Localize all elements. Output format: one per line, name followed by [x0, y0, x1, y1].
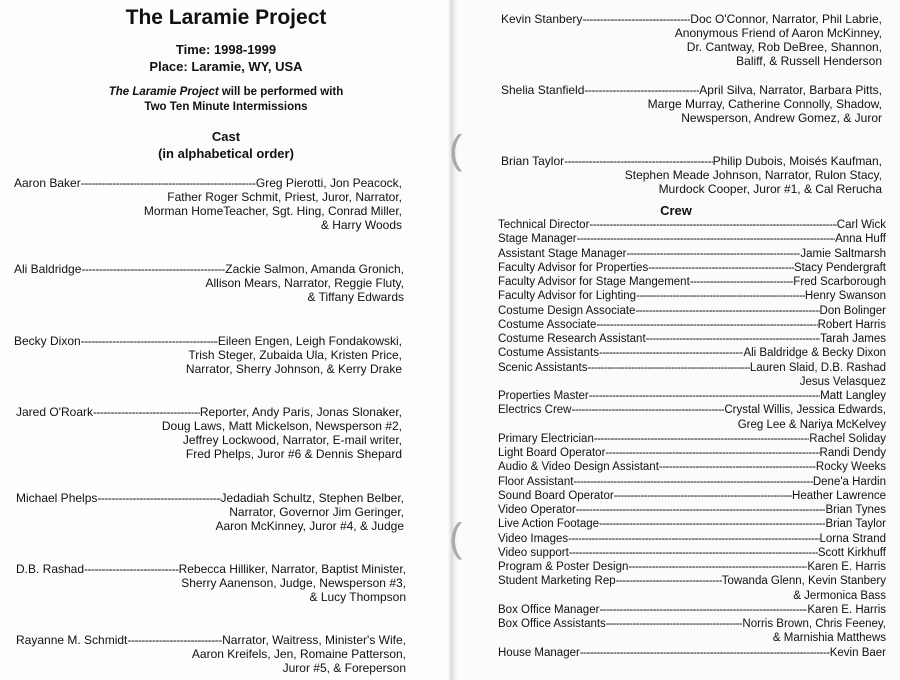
cast-name-line: Doc O'Connor, Narrator, Phil Labrie,: [690, 12, 882, 26]
dot-leader: [587, 362, 749, 375]
cast-role: Becky Dixon: [14, 334, 81, 348]
crew-role: Box Office Assistants: [498, 618, 606, 630]
crew-name: Carl Wick: [836, 219, 886, 231]
cast-name-line: Narrator, Waitress, Minister's Wife,: [222, 633, 406, 647]
cast-entry-first-line: [16, 562, 406, 576]
cast-entry-first-line: [14, 262, 404, 276]
dot-leader: [599, 518, 825, 531]
dot-leader: [635, 305, 819, 318]
dot-leader: [81, 176, 256, 190]
crew-role: Audio & Video Design Assistant: [498, 461, 659, 474]
crew-entry: [498, 433, 886, 446]
cast-name-line: Greg Pierotti, Jon Peacock,: [255, 176, 402, 190]
cast-name-line: Sherry Aanenson, Judge, Newsperson #3,: [181, 576, 406, 590]
crew-name: Heather Lawrence: [792, 489, 886, 502]
cast-role: Michael Phelps: [16, 491, 98, 505]
dot-leader: [627, 248, 801, 261]
crew-role: Faculty Advisor for Lighting: [498, 290, 637, 303]
cast-name-line: Murdock Cooper, Juror #1, & Cal Rerucha: [658, 182, 882, 196]
fold-mark: (: [449, 516, 463, 560]
cast-entry-first-line: [14, 334, 402, 348]
crew-name: Lorna Strand: [819, 532, 886, 545]
dot-leader: [616, 575, 722, 588]
crew-name: Henry Swanson: [804, 290, 886, 303]
crew-entry: [498, 561, 886, 574]
dot-leader: [81, 262, 225, 276]
crew-entry: [498, 604, 886, 617]
crew-entry: [498, 248, 886, 261]
performance-rest: will be performed with: [218, 86, 344, 98]
crew-name-line: & Jermonica Bass: [793, 589, 886, 602]
dot-leader: [127, 633, 222, 647]
cast-entry-first-line: [501, 12, 882, 26]
crew-entry: [498, 533, 886, 546]
cast-name-line: Aaron Kreifels, Jen, Romaine Patterson,: [191, 647, 406, 661]
cast-name-line: & Harry Woods: [320, 218, 402, 232]
cast-entry: [16, 633, 406, 675]
crew-entry: [498, 404, 886, 417]
cast-role: Brian Taylor: [501, 154, 565, 168]
dot-leader: [571, 404, 724, 417]
dot-leader: [589, 390, 820, 403]
cast-name-line: Narrator, Sherry Johnson, & Kerry Drake: [185, 362, 402, 376]
cast-entry-first-line: [16, 491, 404, 505]
cast-entry-first-line: [501, 154, 882, 168]
crew-entry: [498, 276, 886, 289]
crew-name: Karen E. Harris: [807, 561, 886, 573]
crew-entry: [498, 233, 886, 246]
crew-role: Scenic Assistants: [498, 361, 588, 374]
cast-name-line: Anonymous Friend of Aaron McKinney,: [674, 26, 882, 40]
cast-name-line: Narrator, Governor Jim Geringer,: [229, 505, 404, 519]
crew-name-line: Greg Lee & Nariya McKelvey: [737, 418, 886, 431]
dot-leader: [577, 233, 835, 246]
crew-name: Brian Taylor: [825, 518, 886, 531]
cast-entry: [501, 12, 882, 68]
crew-entry: [498, 319, 886, 332]
crew-entry: [498, 447, 886, 460]
cast-heading: Cast: [211, 129, 241, 144]
fold-mark: (: [449, 128, 463, 172]
crew-role: Video Operator: [498, 504, 576, 516]
crew-name: Fred Scarborough: [793, 276, 886, 288]
crew-name: Brian Tynes: [825, 504, 886, 516]
performance-line: [0, 84, 452, 100]
cast-entry: [16, 405, 402, 461]
crew-name: Rocky Weeks: [815, 461, 886, 474]
crew-entry: [498, 362, 886, 375]
crew-entry: [498, 347, 886, 360]
crew-role: House Manager: [498, 646, 580, 659]
dot-leader: [569, 547, 818, 560]
cast-name-line: Baliff, & Russell Henderson: [736, 54, 882, 68]
crew-entry: [498, 575, 886, 588]
crew-entry: [498, 461, 886, 474]
crew-entry: [498, 647, 886, 660]
crew-role: Video support: [498, 546, 569, 559]
cast-name-line: Eileen Engen, Leigh Fondakowski,: [217, 334, 402, 348]
performance-title: The Laramie Project: [108, 86, 219, 98]
crew-name: Stacy Pendergraft: [793, 261, 886, 274]
crew-name: Tarah James: [820, 333, 886, 345]
dot-leader: [589, 219, 836, 232]
crew-role: Floor Assistant: [498, 475, 574, 488]
cast-name-line: Philip Dubois, Moisés Kaufman,: [712, 154, 882, 168]
crew-role: Box Office Manager: [498, 603, 600, 616]
crew-name-line: & Marnishia Matthews: [772, 632, 886, 645]
cast-role: Aaron Baker: [14, 176, 81, 190]
cast-name-line: Rebecca Hilliker, Narrator, Baptist Minister,: [178, 562, 406, 576]
cast-name-line: Aaron McKinney, Juror #4, & Judge: [215, 519, 404, 533]
cast-role: Jared O'Roark: [16, 405, 93, 419]
crew-name: Matt Langley: [820, 390, 886, 402]
cast-entry-first-line: [14, 176, 402, 190]
dot-leader: [573, 476, 812, 489]
crew-role: Primary Electrician: [498, 432, 594, 445]
cast-entry: [16, 491, 404, 533]
crew-entry: [498, 262, 886, 275]
crew-role: Video Images: [498, 532, 569, 545]
dot-leader: [81, 334, 218, 348]
crew-name-line: Jesus Velasquez: [799, 375, 886, 388]
dot-leader: [599, 347, 743, 360]
crew-name: Anna Huff: [835, 233, 886, 246]
crew-role: Sound Board Operator: [498, 489, 614, 502]
crew-name: Lauren Slaid, D.B. Rashad: [749, 361, 886, 374]
cast-name-line: Morman HomeTeacher, Sgt. Hing, Conrad Miller,: [143, 204, 402, 218]
time-line: Time: 1998-1999: [175, 42, 277, 57]
dot-leader: [605, 447, 819, 460]
crew-name: Dene'a Hardin: [812, 475, 886, 488]
cast-subheading: (in alphabetical order): [158, 146, 294, 161]
cast-name-line: Fred Phelps, Juror #6 & Dennis Shepard: [185, 447, 402, 461]
crew-entry: [498, 547, 886, 560]
cast-entry: [501, 83, 882, 125]
cast-name-line: Jeffrey Lockwood, Narrator, E-mail writer,: [182, 433, 402, 447]
crew-entry: [498, 390, 886, 403]
crew-name: Crystal Willis, Jessica Edwards,: [724, 404, 886, 417]
dot-leader: [93, 405, 200, 419]
cast-entry: [14, 334, 402, 376]
dot-leader: [614, 490, 792, 503]
crew-role: Program & Poster Design: [498, 561, 629, 573]
crew-heading: Crew: [660, 203, 692, 218]
crew-entry: [498, 476, 886, 489]
cast-name-line: Dr. Cantway, Rob DeBree, Shannon,: [686, 40, 882, 54]
dot-leader: [576, 504, 826, 517]
dot-leader: [584, 83, 699, 97]
dot-leader: [582, 12, 690, 26]
cast-name-line: & Tiffany Edwards: [307, 290, 404, 304]
cast-name-line: Father Roger Schmit, Priest, Juror, Narrator,: [167, 190, 402, 204]
crew-entry: [498, 333, 886, 346]
dot-leader: [628, 561, 807, 574]
crew-name: Towanda Glenn, Kevin Stanbery: [721, 575, 886, 588]
cast-entry-first-line: [16, 633, 406, 647]
cast-name-line: & Lucy Thompson: [309, 590, 406, 604]
dot-leader: [659, 461, 816, 474]
crew-name: Karen E. Harris: [807, 603, 886, 616]
cast-name-line: Stephen Meade Johnson, Narrator, Rulon Stacy,: [624, 168, 882, 182]
crew-role: Faculty Advisor for Stage Mangement: [498, 276, 690, 288]
crew-name: Robert Harris: [817, 318, 886, 331]
crew-role: Costume Design Associate: [498, 304, 636, 317]
cast-entry: [501, 154, 882, 196]
crew-entry: [498, 305, 886, 318]
cast-entry-first-line: [501, 83, 882, 97]
crew-role: Assistant Stage Manager: [498, 247, 627, 260]
dot-leader: [606, 618, 743, 631]
crew-role: Costume Research Assistant: [498, 333, 646, 345]
cast-name-line: Newsperson, Andrew Gomez, & Juror: [681, 111, 882, 125]
crew-role: Costume Assistants: [498, 347, 599, 360]
dot-leader: [580, 647, 830, 660]
crew-role: Stage Manager: [498, 233, 577, 246]
dot-leader: [84, 562, 179, 576]
cast-name-line: Allison Mears, Narrator, Reggie Fluty,: [205, 276, 404, 290]
page-title: The Laramie Project: [125, 6, 327, 29]
cast-name-line: Doug Laws, Matt Mickelson, Newsperson #2,: [161, 419, 402, 433]
crew-name: Rachel Soliday: [809, 432, 886, 445]
cast-name-line: April Silva, Narrator, Barbara Pitts,: [699, 83, 882, 97]
crew-name: Scott Kirkhuff: [817, 546, 886, 559]
crew-role: Live Action Footage: [498, 518, 600, 531]
crew-name: Don Bolinger: [819, 304, 886, 317]
place-line: Place: Laramie, WY, USA: [149, 59, 303, 74]
crew-entry: [498, 490, 886, 503]
cast-role: Rayanne M. Schmidt: [16, 633, 128, 647]
crew-role: Light Board Operator: [498, 447, 606, 459]
crew-name: Jamie Saltmarsh: [800, 247, 886, 260]
crew-role: Electrics Crew: [498, 404, 572, 417]
dot-leader: [648, 262, 794, 275]
cast-entry: [16, 562, 406, 604]
crew-name: Randi Dendy: [819, 447, 886, 459]
cast-role: Ali Baldridge: [14, 262, 82, 276]
crew-entry: [498, 290, 886, 303]
intermission-line: Two Ten Minute Intermissions: [144, 101, 308, 113]
dot-leader: [596, 319, 817, 332]
crew-role: Student Marketing Rep: [498, 575, 616, 588]
dot-leader: [646, 333, 821, 346]
crew-entry: [498, 618, 886, 631]
cast-entry: [14, 262, 404, 304]
dot-leader: [636, 290, 805, 303]
dot-leader: [599, 604, 807, 617]
cast-role: D.B. Rashad: [16, 562, 85, 576]
dot-leader: [690, 276, 794, 289]
crew-entry: [498, 518, 886, 531]
cast-name-line: Zackie Salmon, Amanda Gronich,: [225, 262, 404, 276]
cast-entry-first-line: [16, 405, 402, 419]
cast-role: Shelia Stanfield: [501, 83, 585, 97]
cast-name-line: Reporter, Andy Paris, Jonas Slonaker,: [199, 405, 402, 419]
crew-name: Kevin Baer: [829, 646, 886, 659]
dot-leader: [564, 154, 712, 168]
cast-name-line: Marge Murray, Catherine Connolly, Shadow,: [647, 97, 882, 111]
crew-role: Faculty Advisor for Properties: [498, 261, 649, 274]
cast-name-line: Jedadiah Schultz, Stephen Belber,: [220, 491, 404, 505]
crew-name: Ali Baldridge & Becky Dixon: [743, 347, 886, 360]
cast-name-line: Juror #5, & Foreperson: [282, 661, 406, 675]
cast-role: Kevin Stanbery: [501, 12, 583, 26]
crew-entry: [498, 504, 886, 517]
dot-leader: [594, 433, 809, 446]
crew-entry: [498, 219, 886, 232]
crew-name: Norris Brown, Chris Feeney,: [742, 618, 886, 630]
crew-role: Properties Master: [498, 390, 589, 402]
cast-entry: [14, 176, 402, 232]
crew-role: Technical Director: [498, 219, 590, 231]
dot-leader: [568, 533, 819, 546]
cast-name-line: Trish Steger, Zubaida Ula, Kristen Price,: [188, 348, 402, 362]
dot-leader: [97, 491, 220, 505]
crew-role: Costume Associate: [498, 318, 597, 331]
